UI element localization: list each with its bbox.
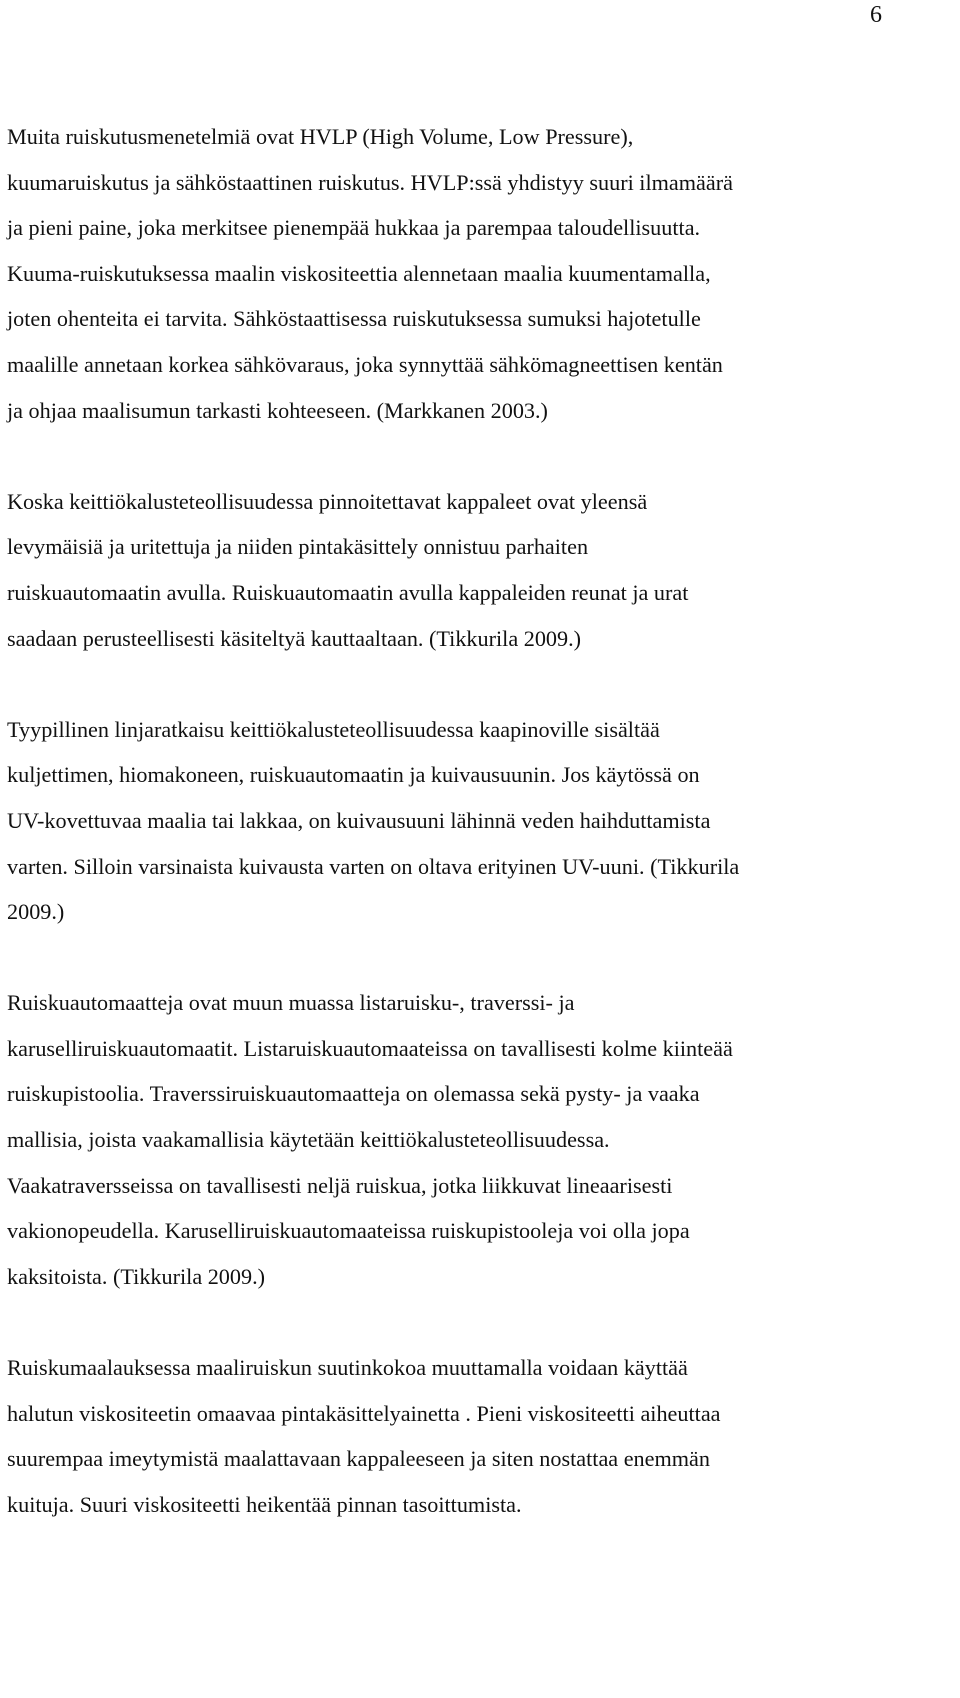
document-body bbox=[7, 114, 957, 1527]
text-line: 2009.) bbox=[7, 899, 65, 925]
paragraph-line-solution bbox=[7, 707, 957, 935]
text-line: ruiskuautomaatin avulla. Ruiskuautomaatin avulla kappaleiden reunat ja urat bbox=[7, 579, 689, 605]
text-line: levymäisiä ja uritettuja ja niiden pintakäsittely onnistuu parhaiten bbox=[7, 534, 589, 560]
text-line: suurempaa imeytymistä maalattavaan kappaleeseen ja siten nostattaa enemmän bbox=[7, 1446, 710, 1472]
text-line: Ruiskuautomaatteja ovat muun muassa listaruisku-, traverssi- ja bbox=[7, 990, 575, 1016]
text-line: kuljettimen, hiomakoneen, ruiskuautomaatin ja kuivausuunin. Jos käytössä on bbox=[7, 762, 700, 788]
text-line: ja ohjaa maalisumun tarkasti kohteeseen. (Markkanen 2003.) bbox=[7, 397, 548, 423]
text-line: kuituja. Suuri viskositeetti heikentää pinnan tasoittumista. bbox=[7, 1491, 522, 1517]
page-number: 6 bbox=[870, 2, 882, 28]
paragraph-kitchen-furniture bbox=[7, 479, 957, 661]
paragraph-viscosity bbox=[7, 1345, 957, 1527]
paragraph-spray-methods bbox=[7, 114, 957, 433]
text-line: saadaan perusteellisesti käsiteltyä kauttaaltaan. (Tikkurila 2009.) bbox=[7, 625, 582, 651]
text-line: kaksitoista. (Tikkurila 2009.) bbox=[7, 1263, 266, 1289]
text-line: ja pieni paine, joka merkitsee pienempää hukkaa ja parempaa taloudellisuutta. bbox=[7, 215, 701, 241]
text-line: joten ohenteita ei tarvita. Sähköstaattisessa ruiskutuksessa sumuksi hajotetulle bbox=[7, 306, 701, 332]
text-line: Kuuma-ruiskutuksessa maalin viskositeettia alennetaan maalia kuumentamalla, bbox=[7, 260, 711, 286]
text-line: karuselliruiskuautomaatit. Listaruiskuautomaateissa on tavallisesti kolme kiinteää bbox=[7, 1035, 733, 1061]
text-line: Vaakatraversseissa on tavallisesti neljä ruiskua, jotka liikkuvat lineaarisesti bbox=[7, 1172, 673, 1198]
text-line: halutun viskositeetin omaavaa pintakäsittelyainetta . Pieni viskositeetti aiheuttaa bbox=[7, 1400, 721, 1426]
text-line: ruiskupistoolia. Traverssiruiskuautomaatteja on olemassa sekä pysty- ja vaaka bbox=[7, 1081, 700, 1107]
text-line: Muita ruiskutusmenetelmiä ovat HVLP (High Volume, Low Pressure), bbox=[7, 124, 634, 149]
text-line: maalille annetaan korkea sähkövaraus, joka synnyttää sähkömagneettisen kentän bbox=[7, 351, 723, 377]
text-line: varten. Silloin varsinaista kuivausta varten on oltava erityinen UV-uuni. (Tikkurila bbox=[7, 853, 740, 879]
text-line: Tyypillinen linjaratkaisu keittiökalusteteollisuudessa kaapinoville sisältää bbox=[7, 716, 660, 742]
text-line: kuumaruiskutus ja sähköstaattinen ruiskutus. HVLP:ssä yhdistyy suuri ilmamäärä bbox=[7, 169, 733, 195]
text-line: mallisia, joista vaakamallisia käytetään keittiökalusteteollisuudessa. bbox=[7, 1127, 610, 1153]
text-line: UV-kovettuvaa maalia tai lakkaa, on kuivausuuni lähinnä veden haihduttamista bbox=[7, 807, 711, 833]
paragraph-spray-automats bbox=[7, 980, 957, 1299]
text-line: vakionopeudella. Karuselliruiskuautomaateissa ruiskupistooleja voi olla jopa bbox=[7, 1218, 690, 1244]
text-line: Koska keittiökalusteteollisuudessa pinnoitettavat kappaleet ovat yleensä bbox=[7, 488, 648, 514]
text-line: Ruiskumaalauksessa maaliruiskun suutinkokoa muuttamalla voidaan käyttää bbox=[7, 1355, 688, 1381]
